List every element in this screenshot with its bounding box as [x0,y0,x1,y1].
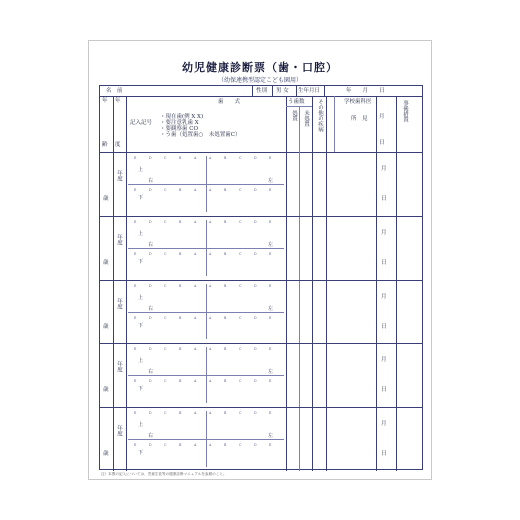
tooth-mark[interactable]: D [254,379,257,384]
tooth-mark[interactable]: A [194,315,197,320]
tooth-mark[interactable]: D [254,156,257,160]
tooth-mark[interactable]: E [269,347,272,352]
tooth-mark[interactable]: A [194,379,197,384]
tooth-mark[interactable]: E [269,411,272,416]
tooth-mark[interactable]: E [134,443,137,448]
lower-jaw-label: 下 [138,258,144,265]
left-side-label: 左 [268,369,274,376]
tooth-mark[interactable]: B [179,411,182,416]
legend-item: ・要観察歯 CO [160,126,198,132]
tooth-mark[interactable]: B [179,156,182,160]
year-cell[interactable]: 年度 [116,170,122,181]
tooth-mark[interactable]: D [149,283,152,288]
age-label: 齢 [102,142,108,148]
sex-label: 性別 [256,88,268,94]
year-cell[interactable]: 年度 [116,425,122,437]
measure-label: 事後措置 [402,100,408,122]
tooth-mark[interactable]: D [149,156,152,160]
tooth-mark[interactable]: D [254,315,257,320]
right-side-label: 右 [148,433,154,440]
tooth-mark[interactable]: B [179,283,182,288]
findings-label: 所 見 [351,116,368,122]
tooth-mark[interactable]: A [209,411,212,416]
tooth-mark[interactable]: B [224,187,227,192]
legend-item: ・現在歯(例 X X) [160,114,204,120]
day-cell[interactable]: 日 [381,323,387,330]
tooth-mark[interactable]: B [179,443,182,448]
tooth-mark[interactable]: C [239,315,242,320]
tooth-mark[interactable]: E [134,187,137,192]
right-side-label: 右 [148,177,154,184]
tooth-mark[interactable]: D [149,251,152,256]
tooth-mark[interactable]: C [164,347,167,352]
tooth-mark[interactable]: E [269,443,272,448]
tooth-mark[interactable]: E [134,219,137,224]
caries-count-label: う歯数 [288,99,305,105]
tooth-mark[interactable]: E [134,251,137,256]
tooth-mark[interactable]: A [209,219,212,224]
left-side-label: 左 [268,241,274,248]
tooth-mark[interactable]: A [209,156,212,160]
tooth-mark[interactable]: C [239,156,242,160]
tooth-mark[interactable]: C [164,443,167,448]
year-cell[interactable]: 年度 [116,361,122,373]
tooth-mark[interactable]: D [254,187,257,192]
other-disease-label: その他の疾病 [317,99,323,132]
treated-label: 処置 [291,110,297,121]
tooth-mark[interactable]: D [149,187,152,192]
untreated-label: 未処置 [303,110,309,127]
tooth-mark[interactable]: C [164,379,167,384]
year-cell[interactable]: 年度 [116,297,122,309]
day-cell[interactable]: 日 [381,387,387,394]
upper-jaw-label: 上 [138,230,144,237]
tooth-mark[interactable]: D [149,315,152,320]
age-cell[interactable]: 歳 [103,259,109,266]
tooth-mark[interactable]: D [149,411,152,416]
age-cell[interactable]: 歳 [103,451,109,458]
tooth-mark[interactable]: A [194,347,197,352]
tooth-mark[interactable]: D [149,347,152,352]
tooth-mark[interactable]: B [224,219,227,224]
year-sub-label: 年 [115,98,121,104]
tooth-mark[interactable]: B [224,379,227,384]
tooth-mark[interactable]: B [224,156,227,160]
tooth-mark[interactable]: D [254,443,257,448]
tooth-mark[interactable]: E [269,315,272,320]
tooth-mark[interactable]: B [179,379,182,384]
upper-jaw-label: 上 [138,167,144,173]
tooth-mark[interactable]: D [149,379,152,384]
sex-options[interactable]: 男 女 [276,88,289,94]
month-cell[interactable]: 月 [381,166,387,172]
tooth-mark[interactable]: B [179,251,182,256]
tooth-mark[interactable]: D [254,283,257,288]
tooth-mark[interactable]: B [224,251,227,256]
birthdate-value[interactable]: 年 月 日 [346,88,385,94]
tooth-mark[interactable]: C [239,251,242,256]
record-table [99,85,423,470]
month-cell[interactable]: 月 [381,357,387,364]
degree-label: 度 [115,142,121,148]
legend-item: ・要注意乳歯 X [160,120,199,126]
tooth-mark[interactable]: A [194,411,197,416]
day-header: 日 [379,140,385,146]
tooth-mark[interactable]: C [239,411,242,416]
tooth-mark[interactable]: E [269,251,272,256]
tooth-mark[interactable]: A [209,443,212,448]
day-cell[interactable]: 日 [381,451,387,458]
footnote: 注）本票の記入については、児童生徒等の健康診断マニュアルを参照のこと。 [101,472,227,476]
tooth-mark[interactable]: B [224,443,227,448]
tooth-mark[interactable]: A [209,315,212,320]
tooth-mark[interactable]: C [239,187,242,192]
tooth-mark[interactable]: D [149,443,152,448]
left-side-label: 左 [268,305,274,312]
left-side-label: 左 [268,433,274,440]
month-cell[interactable]: 月 [381,421,387,428]
tooth-mark[interactable]: E [134,347,137,352]
tooth-mark[interactable]: B [224,411,227,416]
tooth-mark[interactable]: B [179,347,182,352]
age-cell[interactable]: 歳 [103,323,109,330]
tooth-mark[interactable]: E [269,283,272,288]
name-label: 名 前 [106,88,123,94]
tooth-mark[interactable]: E [134,283,137,288]
tooth-mark[interactable]: B [224,283,227,288]
day-cell[interactable]: 日 [381,196,387,202]
tooth-mark[interactable]: D [254,251,257,256]
left-side-label: 左 [268,177,274,184]
tooth-mark[interactable]: B [179,187,182,192]
tooth-mark[interactable]: C [239,347,242,352]
upper-jaw-label: 上 [138,294,144,301]
upper-jaw-label: 上 [138,358,144,365]
legend-box [160,114,241,138]
tooth-mark[interactable]: A [209,251,212,256]
tooth-mark[interactable]: C [239,443,242,448]
upper-jaw-label: 上 [138,422,144,429]
tooth-mark[interactable]: A [194,187,197,192]
tooth-mark[interactable]: E [134,379,137,384]
tooth-mark[interactable]: D [254,347,257,352]
tooth-mark[interactable]: E [269,379,272,384]
tooth-mark[interactable]: D [254,219,257,224]
month-cell[interactable]: 月 [381,229,387,236]
tooth-mark[interactable]: C [164,219,167,224]
right-side-label: 右 [148,241,154,248]
tooth-mark[interactable]: A [209,379,212,384]
tooth-mark[interactable]: A [209,283,212,288]
dentist-label: 学校歯科医 [344,99,372,105]
tooth-mark[interactable]: C [164,156,167,160]
tooth-mark[interactable]: A [194,283,197,288]
age-cell[interactable]: 歳 [103,196,109,202]
tooth-mark[interactable]: C [164,411,167,416]
tooth-mark[interactable]: E [269,187,272,192]
tooth-mark[interactable]: E [134,315,137,320]
birthdate-label: 生年月日 [298,88,321,94]
tooth-mark[interactable]: B [224,347,227,352]
tooth-mark[interactable]: C [164,251,167,256]
tooth-mark[interactable]: A [209,347,212,352]
lower-jaw-label: 下 [138,450,144,457]
tooth-mark[interactable]: C [239,283,242,288]
tooth-mark[interactable]: C [239,379,242,384]
lower-jaw-label: 下 [138,386,144,393]
day-cell[interactable]: 日 [381,259,387,266]
lower-jaw-label: 下 [138,194,144,201]
tooth-mark[interactable]: B [224,315,227,320]
right-side-label: 右 [148,305,154,312]
tooth-mark[interactable]: B [179,219,182,224]
record-symbol-label: 記入記号 [130,120,153,126]
tooth-mark[interactable]: B [179,315,182,320]
document-title: 幼児健康診断票（歯・口腔） [182,61,338,74]
tooth-mark[interactable]: A [194,219,197,224]
tooth-mark[interactable]: A [194,251,197,256]
lower-jaw-label: 下 [138,322,144,329]
document-subtitle: （幼保連携型認定こども園用） [217,77,302,84]
month-cell[interactable]: 月 [381,293,387,300]
tooth-mark[interactable]: D [254,411,257,416]
tooth-mark[interactable]: C [164,283,167,288]
age-cell[interactable]: 歳 [103,387,109,394]
tooth-mark[interactable]: A [194,443,197,448]
tooth-mark[interactable]: C [164,187,167,192]
tooth-mark[interactable]: E [269,219,272,224]
health-record-sheet [88,40,432,480]
tooth-mark[interactable]: C [164,315,167,320]
tooth-mark[interactable]: E [134,411,137,416]
tooth-mark[interactable]: E [134,156,137,160]
tooth-mark[interactable]: D [149,219,152,224]
teeth-formula-label: 歯 式 [218,99,241,105]
year-cell[interactable]: 年度 [116,233,122,245]
month-header: 月 [379,114,385,120]
legend-item: ・う歯（処置歯○ 未処置歯C） [160,132,241,138]
year-label: 年 [102,98,108,104]
right-side-label: 右 [148,369,154,376]
tooth-mark[interactable]: C [239,219,242,224]
tooth-mark[interactable]: E [269,156,272,160]
tooth-mark[interactable]: A [209,187,212,192]
tooth-mark[interactable]: A [194,156,197,160]
